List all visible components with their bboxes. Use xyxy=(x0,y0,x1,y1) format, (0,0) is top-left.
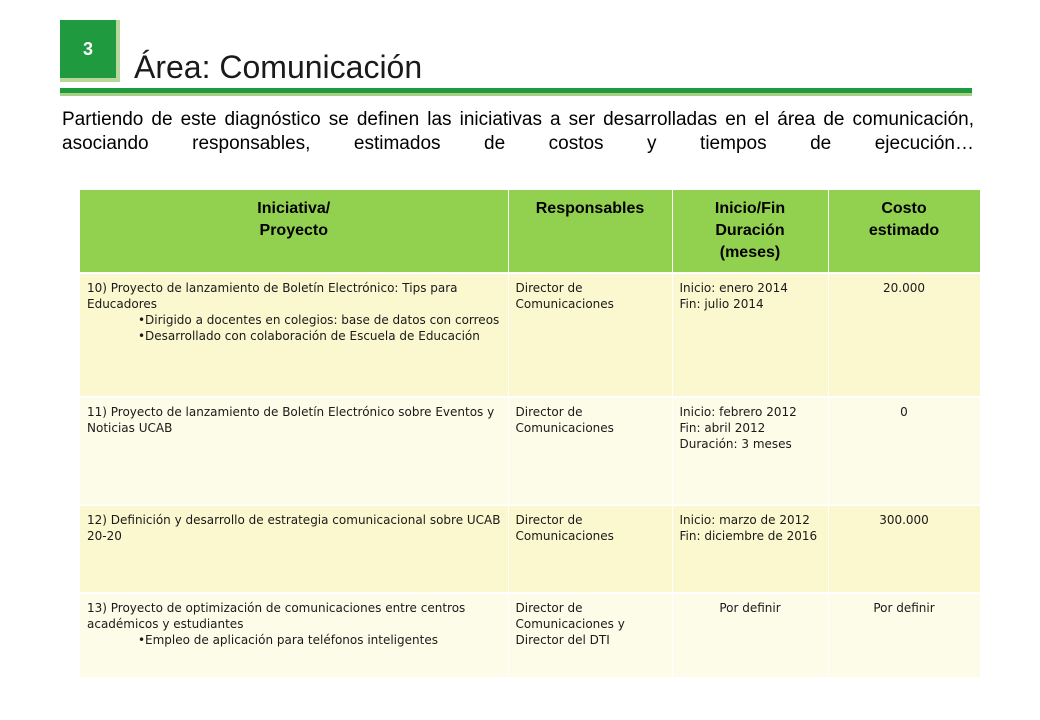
initiative-cell xyxy=(80,593,508,677)
initiative-cell xyxy=(80,397,508,505)
table-row xyxy=(80,593,980,677)
cost-value: Por definir xyxy=(873,601,935,615)
date-line: Duración: 3 meses xyxy=(679,437,792,451)
header-dates-line1: Inicio/Fin xyxy=(714,200,786,217)
initiative-cell xyxy=(80,273,508,397)
header-responsible xyxy=(508,190,672,273)
initiatives-table-container xyxy=(80,190,980,677)
cost-cell xyxy=(828,505,980,593)
date-line: Inicio: febrero 2012 xyxy=(679,405,797,419)
header-initiative-line1: Iniciativa/ xyxy=(257,200,331,217)
bullet-item: • Empleo de aplicación para teléfonos inteligentes xyxy=(141,632,501,648)
initiative-bullets xyxy=(87,632,501,648)
dates-cell xyxy=(672,505,828,593)
cost-value: 20.000 xyxy=(883,281,925,295)
cost-value: 300.000 xyxy=(879,513,929,527)
responsible-text: Director de Comunicaciones xyxy=(515,405,614,435)
header-dates-line2: Duración xyxy=(715,222,785,239)
responsible-text: Director de Comunicaciones y Director del DTI xyxy=(515,601,625,647)
cost-value: 0 xyxy=(900,405,908,419)
date-line: Inicio: enero 2014 xyxy=(679,281,788,295)
date-line: Inicio: marzo de 2012 xyxy=(679,513,810,527)
header-cost-line2: estimado xyxy=(868,222,940,239)
dates-cell xyxy=(672,397,828,505)
header-responsible-label: Responsables xyxy=(535,200,645,217)
initiatives-table xyxy=(80,190,981,677)
intro-paragraph: Partiendo de este diagnóstico se definen las iniciativas a ser desarrolladas en el área de comunicación, asociando responsables, estimados de costos y tiempos de ejecución… xyxy=(62,109,974,154)
initiative-cell xyxy=(80,505,508,593)
initiative-bullets xyxy=(87,312,501,344)
table-row xyxy=(80,397,980,505)
date-line: Fin: diciembre de 2016 xyxy=(679,529,818,543)
responsible-text: Director de Comunicaciones xyxy=(515,281,614,311)
cost-cell xyxy=(828,273,980,397)
date-line: Por definir xyxy=(719,601,781,615)
slide-number-badge xyxy=(60,20,120,82)
responsible-cell xyxy=(508,397,672,505)
responsible-cell xyxy=(508,593,672,677)
dates-cell xyxy=(672,593,828,677)
table-row xyxy=(80,505,980,593)
responsible-text: Director de Comunicaciones xyxy=(515,513,614,543)
table-row xyxy=(80,273,980,397)
header-cost xyxy=(828,190,980,273)
header-dates-line3: (meses) xyxy=(719,244,781,261)
slide-number: 3 xyxy=(82,38,93,59)
dates-cell xyxy=(672,273,828,397)
responsible-cell xyxy=(508,505,672,593)
date-line: Fin: julio 2014 xyxy=(679,297,764,311)
header-dates xyxy=(672,190,828,273)
initiative-text: 12) Definición y desarrollo de estrategia comunicacional sobre UCAB 20-20 xyxy=(87,513,501,543)
date-line: Fin: abril 2012 xyxy=(679,421,766,435)
bullet-item: • Desarrollado con colaboración de Escuela de Educación xyxy=(141,328,501,344)
header-cost-line1: Costo xyxy=(881,200,927,217)
initiative-text: 10) Proyecto de lanzamiento de Boletín Electrónico: Tips para Educadores xyxy=(87,281,458,311)
slide-title: Área: Comunicación xyxy=(134,49,423,85)
header-initiative-line2: Proyecto xyxy=(259,222,328,239)
bullet-item: • Dirigido a docentes en colegios: base de datos con correos xyxy=(141,312,501,328)
header-initiative xyxy=(80,190,508,273)
cost-cell xyxy=(828,397,980,505)
initiative-text: 11) Proyecto de lanzamiento de Boletín Electrónico sobre Eventos y Noticias UCAB xyxy=(87,405,495,435)
initiative-text: 13) Proyecto de optimización de comunicaciones entre centros académicos y estudiantes xyxy=(87,601,466,631)
cost-cell xyxy=(828,593,980,677)
responsible-cell xyxy=(508,273,672,397)
title-divider xyxy=(60,88,972,96)
table-header-row xyxy=(80,190,980,273)
